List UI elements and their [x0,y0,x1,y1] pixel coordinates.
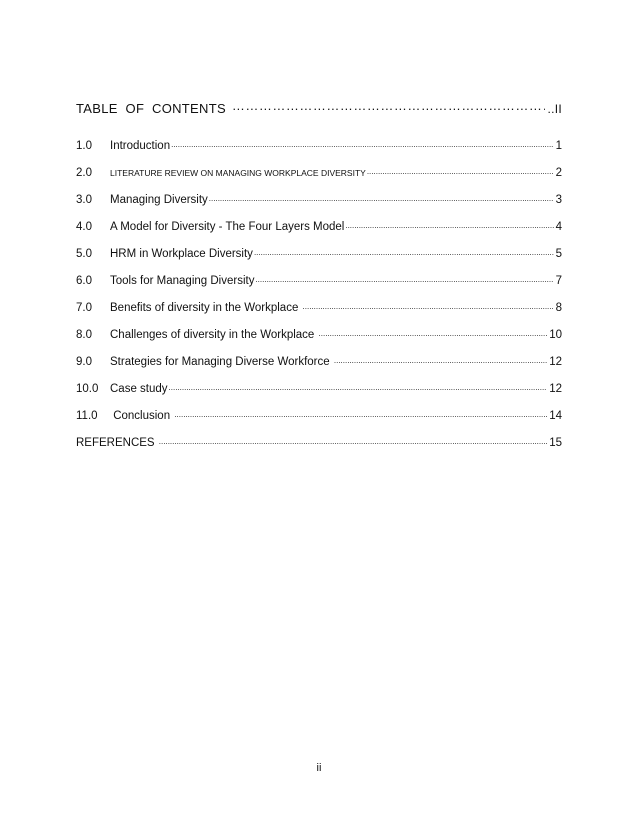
toc-leader-dots [334,357,547,365]
toc-entry-challenges[interactable] [76,329,562,356]
toc-entry-page: 2 [555,167,562,179]
toc-entry-page: 12 [549,356,562,368]
toc-leader-dots [174,411,547,419]
toc-entry-label: Case study [110,383,168,395]
toc-entry-page: 5 [555,248,562,260]
toc-leader-dots [171,141,553,149]
toc-entry-page: 12 [549,383,562,395]
toc-entry-page: 4 [555,221,562,233]
toc-entry-number: 4.0 [76,221,92,233]
toc-leader-dots [159,438,547,446]
toc-entry-number: 9.0 [76,356,92,368]
toc-entry-page: 8 [555,302,562,314]
toc-leader-dots [303,303,554,311]
toc-leader-dots [319,330,548,338]
toc-entry-benefits[interactable] [76,302,562,329]
toc-entry-tools[interactable] [76,275,562,302]
toc-entry-case-study[interactable] [76,383,562,410]
toc-leader-dots [255,276,553,284]
toc-leader-dots [232,100,546,113]
toc-leader-dots [345,222,553,230]
toc-leader-dots [367,168,554,176]
toc-entry-label: A Model for Diversity - The Four Layers Model [110,221,345,233]
toc-entry-page: 15 [549,437,562,449]
toc-entry-number: 7.0 [76,302,92,314]
toc-entry-number: 6.0 [76,275,92,287]
toc-entry-label: Challenges of diversity in the Workplace [110,329,318,341]
toc-entry-page: 3 [555,194,562,206]
toc-entry-four-layers-model[interactable] [76,221,562,248]
toc-entry-managing-diversity[interactable] [76,194,562,221]
toc-entry-number: 11.0 [76,410,98,422]
toc-entry-number: 3.0 [76,194,92,206]
toc-entry-number: 5.0 [76,248,92,260]
toc-entry-page: 14 [549,410,562,422]
toc-leader-dots [209,195,554,203]
toc-entry-conclusion[interactable] [76,410,562,437]
toc-entry-page: 10 [549,329,562,341]
toc-entry-strategies[interactable] [76,356,562,383]
toc-heading-page: ..II [547,102,562,116]
toc-entry-label: Tools for Managing Diversity [110,275,255,287]
toc-entry-label: Strategies for Managing Diverse Workforce [110,356,333,368]
toc-entry-hrm[interactable] [76,248,562,275]
toc-heading [76,100,562,118]
toc-entry-introduction[interactable] [76,140,562,167]
toc-entry-label: Introduction [110,140,171,152]
toc-entry-label: REFERENCES [76,437,158,449]
toc-entry-number: 2.0 [76,167,92,179]
toc-entry-label: LITERATURE REVIEW ON MANAGING WORKPLACE DIVERSITY [110,168,366,178]
toc-entry-page: 1 [555,140,562,152]
toc-entry-references[interactable] [76,437,562,464]
toc-leader-dots [169,384,548,392]
toc-leader-dots [254,249,554,257]
toc-entry-page: 7 [555,275,562,287]
toc-entry-number: 10.0 [76,383,99,395]
toc-title: TABLE OF CONTENTS [76,101,226,116]
toc-entry-label: Conclusion [110,410,174,422]
toc-entry-literature-review[interactable] [76,167,562,194]
toc-entry-label: Managing Diversity [110,194,208,206]
toc-entry-label: HRM in Workplace Diversity [110,248,253,260]
page-number: ii [316,762,322,774]
toc-entry-number: 1.0 [76,140,92,152]
toc-entry-label: Benefits of diversity in the Workplace [110,302,302,314]
table-of-contents [76,100,562,464]
toc-entry-number: 8.0 [76,329,92,341]
